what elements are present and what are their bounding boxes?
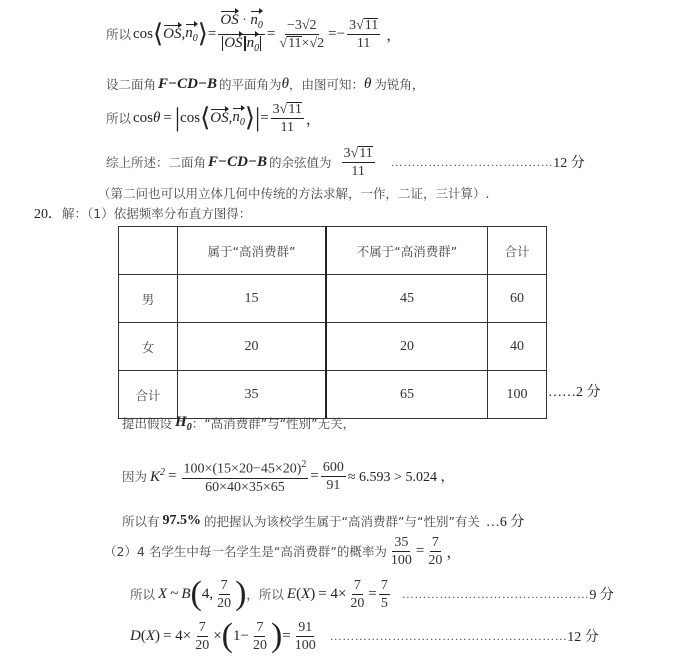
fraction bbox=[218, 12, 265, 57]
n0 bbox=[247, 35, 260, 57]
comparison: ≈ 6.593 > 5.024 ， bbox=[347, 470, 455, 485]
vector-n0 bbox=[232, 109, 245, 128]
numerator: 7 bbox=[380, 577, 388, 593]
score: ……2 分 bbox=[548, 385, 601, 400]
abs-os bbox=[222, 36, 244, 51]
numerator: 91 bbox=[298, 619, 313, 635]
rparen: ) bbox=[310, 585, 316, 602]
text: 的把握认为该校学生属于“高消费群”与“性别”有关 bbox=[204, 514, 480, 529]
leader-dots: ………………………………… bbox=[390, 154, 554, 169]
comma: , bbox=[228, 109, 233, 126]
cell: 100 bbox=[488, 371, 547, 419]
text: 设二面角 bbox=[106, 77, 157, 92]
line-conclusion-975 bbox=[122, 511, 524, 531]
numerator: 7 bbox=[431, 534, 439, 550]
rparen: ) bbox=[235, 575, 247, 612]
question-number: 20． bbox=[34, 207, 62, 222]
rparen: ) bbox=[270, 617, 283, 654]
one-minus: 1− bbox=[232, 627, 249, 644]
numerator: 7 bbox=[353, 577, 361, 593]
h0 bbox=[175, 414, 192, 433]
text: 因为 bbox=[122, 469, 148, 484]
text: ，所以 bbox=[246, 587, 284, 602]
cell: 20 bbox=[326, 323, 488, 371]
eq-4x: = 4× bbox=[318, 585, 347, 602]
sup: 2 bbox=[301, 459, 307, 471]
header-cell: 不属于“高消费群” bbox=[326, 227, 488, 275]
table-row bbox=[119, 371, 547, 419]
eq-4x: = 4× bbox=[163, 627, 192, 644]
text: 解：（1）依据频率分布直方图得： bbox=[62, 206, 252, 221]
theta: θ bbox=[363, 75, 372, 92]
line-variance bbox=[130, 615, 599, 657]
n: n bbox=[232, 108, 240, 125]
eq: = bbox=[368, 585, 377, 602]
expr: F−CD−B bbox=[208, 153, 268, 170]
cos: cos bbox=[133, 25, 154, 42]
rparen: ) bbox=[155, 627, 161, 644]
text: 所以 bbox=[130, 587, 156, 602]
fraction bbox=[348, 577, 366, 612]
text: ：“高消费群”与“性别”无关， bbox=[191, 416, 356, 431]
theta: θ bbox=[153, 109, 161, 126]
n: n bbox=[246, 34, 255, 51]
abs-right: | bbox=[254, 103, 261, 132]
denominator: 20 bbox=[252, 637, 267, 653]
lparen: ( bbox=[221, 617, 233, 654]
sub: 0 bbox=[254, 42, 260, 54]
sub: 0 bbox=[239, 116, 245, 128]
cell: 40 bbox=[488, 323, 547, 371]
B: B bbox=[181, 585, 191, 602]
percent: 97.5% bbox=[162, 513, 202, 528]
denominator: 11 bbox=[351, 163, 365, 179]
os: OS bbox=[224, 34, 243, 51]
punct: ， bbox=[446, 544, 462, 561]
eq: = bbox=[260, 109, 269, 126]
row-label: 男 bbox=[119, 275, 178, 323]
sub: 0 bbox=[192, 32, 198, 44]
coef: 3 bbox=[349, 17, 357, 33]
denominator: 20 bbox=[350, 595, 365, 611]
numerator: 3√11 bbox=[343, 145, 373, 161]
vector-os: OS bbox=[210, 109, 229, 126]
line-probability bbox=[104, 531, 461, 571]
numerator: 7 bbox=[198, 619, 206, 635]
fraction bbox=[389, 534, 414, 569]
num-text: 100×(15×20−45×20) bbox=[183, 461, 302, 477]
line-hypothesis bbox=[122, 413, 355, 433]
denominator: 91 bbox=[326, 477, 341, 493]
eq: = bbox=[310, 467, 319, 484]
fraction bbox=[321, 459, 346, 494]
denominator: 11 bbox=[356, 35, 371, 51]
coef: 3 bbox=[343, 145, 351, 161]
cell: 65 bbox=[326, 371, 488, 419]
score: 9 分 bbox=[589, 588, 614, 603]
radicand: 11 bbox=[288, 35, 302, 51]
leader-dots: ……………………………………… bbox=[401, 586, 590, 601]
numerator: 600 bbox=[322, 459, 344, 475]
D: D bbox=[130, 627, 141, 644]
rangle: ⟩ bbox=[244, 103, 255, 132]
lparen: ( bbox=[140, 627, 146, 644]
table-row bbox=[119, 323, 547, 371]
text: ，由图可知： bbox=[288, 77, 364, 92]
line-conclusion bbox=[106, 143, 585, 181]
tilde: ~ bbox=[170, 585, 179, 602]
eq: = bbox=[168, 467, 177, 484]
numerator: 3√11 bbox=[272, 101, 302, 117]
n-param: 4, bbox=[201, 585, 214, 602]
denominator: √11×√2 bbox=[279, 35, 325, 51]
punct: ， bbox=[386, 27, 402, 44]
eq: = bbox=[328, 25, 337, 42]
denominator: 11 bbox=[280, 119, 294, 135]
langle: ⟨ bbox=[200, 103, 211, 132]
header-cell: 合计 bbox=[488, 227, 547, 275]
fraction bbox=[426, 534, 444, 569]
text: 的余弦值为 bbox=[269, 155, 332, 170]
line-cos-os-n0 bbox=[106, 11, 402, 54]
row-label: 合计 bbox=[119, 371, 178, 419]
text: 所以 bbox=[106, 27, 132, 42]
theta: θ bbox=[281, 75, 289, 92]
os: OS bbox=[220, 11, 239, 28]
fraction bbox=[271, 101, 304, 136]
cell: 20 bbox=[178, 323, 327, 371]
score: …6 分 bbox=[485, 515, 525, 530]
eq: = bbox=[207, 25, 217, 42]
cell: 60 bbox=[488, 275, 547, 323]
n: n bbox=[185, 24, 193, 41]
line-binomial bbox=[130, 573, 614, 615]
denominator: 5 bbox=[380, 595, 388, 611]
eq: = bbox=[282, 627, 291, 644]
text: （2）4 名学生中每一名学生是“高消费群”的概率为 bbox=[104, 544, 387, 559]
denominator: 100 bbox=[294, 637, 316, 653]
H: H bbox=[175, 413, 187, 430]
comma: , bbox=[181, 25, 186, 42]
fraction bbox=[251, 619, 269, 654]
text: 综上所述：二面角 bbox=[106, 155, 207, 170]
sub: 0 bbox=[257, 19, 263, 31]
row-label: 女 bbox=[119, 323, 178, 371]
contingency-table bbox=[118, 226, 547, 419]
fraction bbox=[293, 619, 318, 654]
numerator: 3√11 bbox=[349, 17, 379, 33]
line-dihedral-angle bbox=[106, 74, 424, 94]
fraction bbox=[182, 456, 309, 496]
dot: · bbox=[242, 12, 247, 28]
radicand: 11 bbox=[364, 17, 379, 33]
fraction bbox=[379, 577, 390, 612]
abs-n0 bbox=[245, 34, 262, 54]
eq: = bbox=[415, 542, 425, 559]
text: 提出假设 bbox=[122, 416, 173, 431]
fraction bbox=[277, 17, 326, 52]
table-header-row bbox=[119, 227, 547, 275]
rangle: ⟩ bbox=[197, 19, 208, 48]
vector-n0 bbox=[185, 25, 198, 44]
text: 所以有 bbox=[122, 514, 160, 529]
denominator: 20 bbox=[428, 552, 443, 568]
X: X bbox=[145, 627, 156, 644]
line-q20 bbox=[34, 204, 251, 222]
X: X bbox=[158, 585, 168, 602]
line-note bbox=[98, 184, 489, 202]
n: n bbox=[250, 11, 258, 28]
score: 12 分 bbox=[567, 630, 599, 645]
sup: 2 bbox=[160, 466, 166, 478]
denominator: 100 bbox=[390, 552, 412, 568]
coef: 3 bbox=[272, 101, 280, 117]
K: K bbox=[150, 468, 161, 485]
fraction bbox=[193, 619, 211, 654]
numerator: −3√2 bbox=[286, 17, 317, 33]
denominator: 20 bbox=[195, 637, 210, 653]
header-cell: 属于“高消费群” bbox=[178, 227, 327, 275]
score: 12 分 bbox=[553, 156, 585, 171]
lparen: ( bbox=[190, 575, 202, 612]
leader-dots: ………………………………………………… bbox=[329, 628, 568, 643]
score-2 bbox=[548, 382, 601, 400]
eq: = bbox=[266, 25, 276, 42]
X: X bbox=[301, 585, 311, 602]
times: × bbox=[213, 627, 222, 644]
radicand: 11 bbox=[288, 101, 302, 117]
fraction bbox=[215, 577, 233, 612]
text: （第二问也可以用立体几何中传统的方法求解，一作，二证，三计算）. bbox=[98, 186, 490, 201]
line-k2 bbox=[122, 455, 454, 497]
numerator bbox=[182, 456, 309, 479]
fraction bbox=[342, 145, 375, 180]
text: 的平面角为 bbox=[219, 77, 282, 92]
E: E bbox=[286, 585, 297, 602]
numerator: 7 bbox=[256, 619, 264, 635]
eq: = bbox=[163, 109, 172, 126]
sub: 0 bbox=[186, 421, 192, 433]
header-cell bbox=[119, 227, 178, 275]
fraction bbox=[347, 17, 380, 52]
punct: ， bbox=[305, 111, 321, 128]
expr: F−CD−B bbox=[158, 75, 218, 92]
cos: cos bbox=[180, 109, 201, 126]
times-sqrt2: ×√2 bbox=[301, 35, 325, 51]
abs-left: | bbox=[174, 103, 181, 132]
langle: ⟨ bbox=[153, 19, 164, 48]
vector-os: OS bbox=[163, 25, 182, 42]
lparen: ( bbox=[296, 585, 302, 602]
minus: − bbox=[336, 25, 346, 42]
cell: 35 bbox=[178, 371, 327, 419]
denominator: 20 bbox=[217, 595, 232, 611]
denominator: 60×40×35×65 bbox=[205, 479, 285, 495]
numerator: 35 bbox=[394, 534, 409, 550]
table-row bbox=[119, 275, 547, 323]
cell: 15 bbox=[178, 275, 327, 323]
radicand: 11 bbox=[359, 145, 373, 161]
cell: 45 bbox=[326, 275, 488, 323]
cos: cos bbox=[133, 109, 154, 126]
text: 为锐角， bbox=[374, 77, 425, 92]
denominator bbox=[220, 35, 263, 57]
text: 所以 bbox=[106, 111, 132, 126]
k2 bbox=[150, 467, 165, 486]
numerator: 7 bbox=[220, 577, 228, 593]
line-cos-theta bbox=[106, 99, 321, 137]
